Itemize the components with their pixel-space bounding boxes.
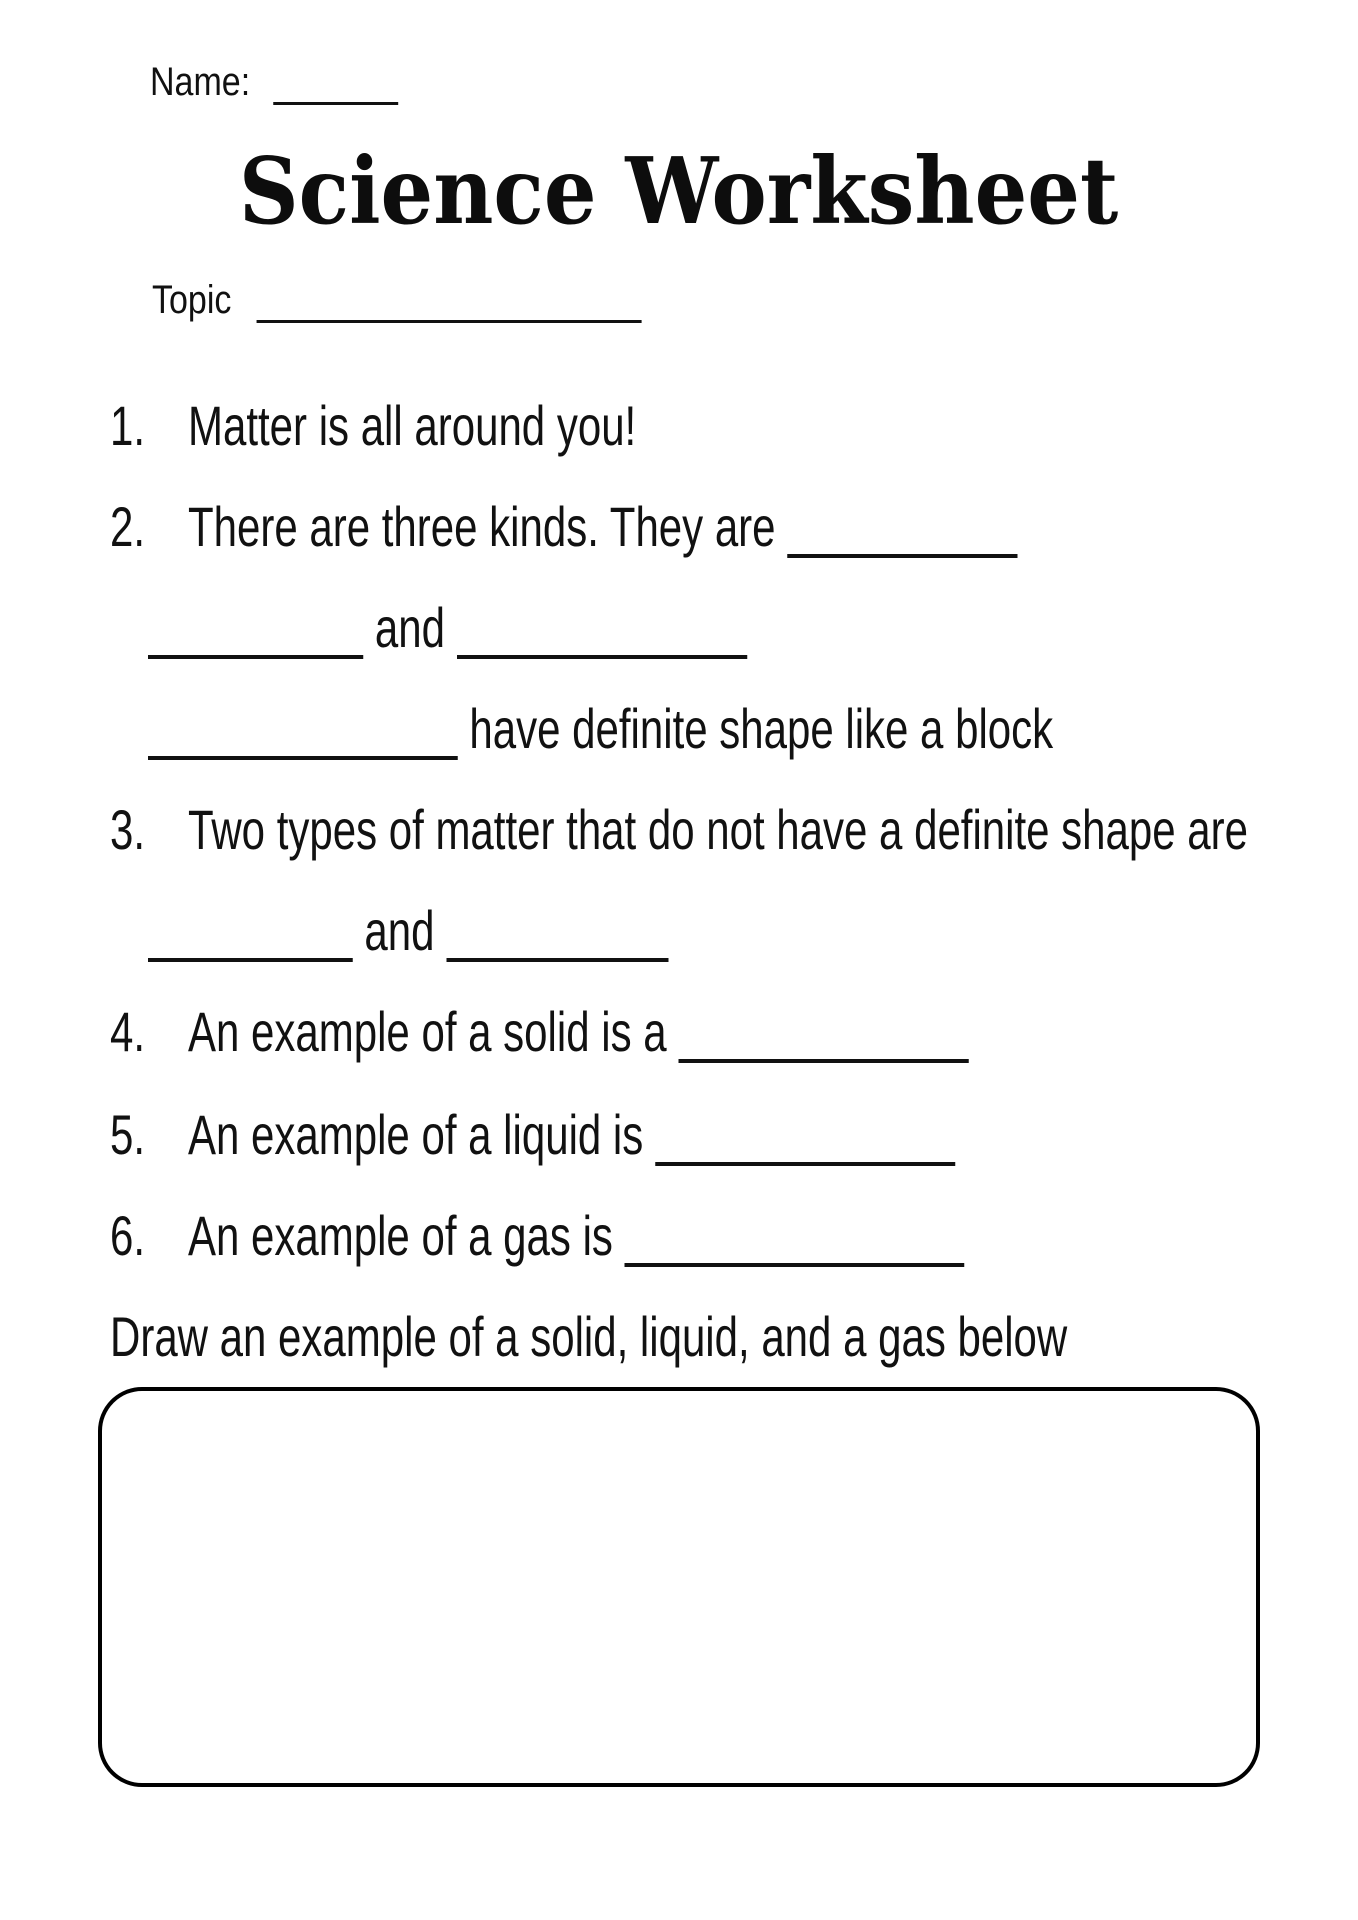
question-3-blank-1 bbox=[148, 946, 353, 962]
name-label: Name: bbox=[150, 60, 251, 104]
question-5 bbox=[110, 1103, 1237, 1167]
question-6 bbox=[110, 1204, 1249, 1268]
question-4-blank bbox=[678, 1047, 968, 1063]
question-2-blank-1 bbox=[787, 542, 1017, 558]
question-1-text: Matter is all around you! bbox=[188, 394, 637, 457]
question-4 bbox=[110, 1000, 1255, 1064]
question-5-text: An example of a liquid is bbox=[188, 1103, 644, 1166]
topic-blank-line bbox=[256, 308, 641, 323]
question-4-text: An example of a solid is a bbox=[188, 1000, 667, 1063]
question-2-continuation-1 bbox=[148, 596, 947, 660]
question-1 bbox=[110, 394, 812, 458]
question-3-continuation bbox=[148, 899, 842, 963]
question-5-number: 5. bbox=[110, 1103, 146, 1166]
worksheet-title: Science Worksheet bbox=[239, 137, 1119, 245]
name-blank-line bbox=[273, 90, 398, 105]
question-2-shape-text: have definite shape like a block bbox=[469, 697, 1054, 760]
question-2-blank-4 bbox=[148, 744, 458, 760]
question-5-blank bbox=[655, 1150, 955, 1166]
question-2-number: 2. bbox=[110, 495, 146, 558]
question-4-number: 4. bbox=[110, 1000, 146, 1063]
question-2-text: There are three kinds. They are bbox=[188, 495, 776, 558]
question-6-number: 6. bbox=[110, 1204, 146, 1267]
question-2-blank-2 bbox=[148, 643, 363, 659]
question-3-number: 3. bbox=[110, 798, 146, 861]
question-2-blank-3 bbox=[457, 643, 747, 659]
question-2-continuation-2 bbox=[148, 697, 1355, 761]
question-3-blank-2 bbox=[446, 946, 668, 962]
question-3 bbox=[110, 798, 1358, 862]
question-2-and-label: and bbox=[374, 596, 445, 659]
drawing-box bbox=[98, 1387, 1260, 1787]
question-6-text: An example of a gas is bbox=[188, 1204, 613, 1267]
draw-prompt: Draw an example of a solid, liquid, and a gas below bbox=[110, 1305, 1068, 1368]
question-1-number: 1. bbox=[110, 394, 146, 457]
question-3-text: Two types of matter that do not have a definite shape are bbox=[188, 798, 1248, 861]
topic-field-row bbox=[152, 277, 728, 323]
question-3-and-label: and bbox=[364, 899, 435, 962]
topic-label: Topic bbox=[152, 278, 232, 322]
name-field-row bbox=[150, 59, 442, 105]
question-2 bbox=[110, 495, 1320, 559]
question-6-blank bbox=[625, 1251, 965, 1267]
